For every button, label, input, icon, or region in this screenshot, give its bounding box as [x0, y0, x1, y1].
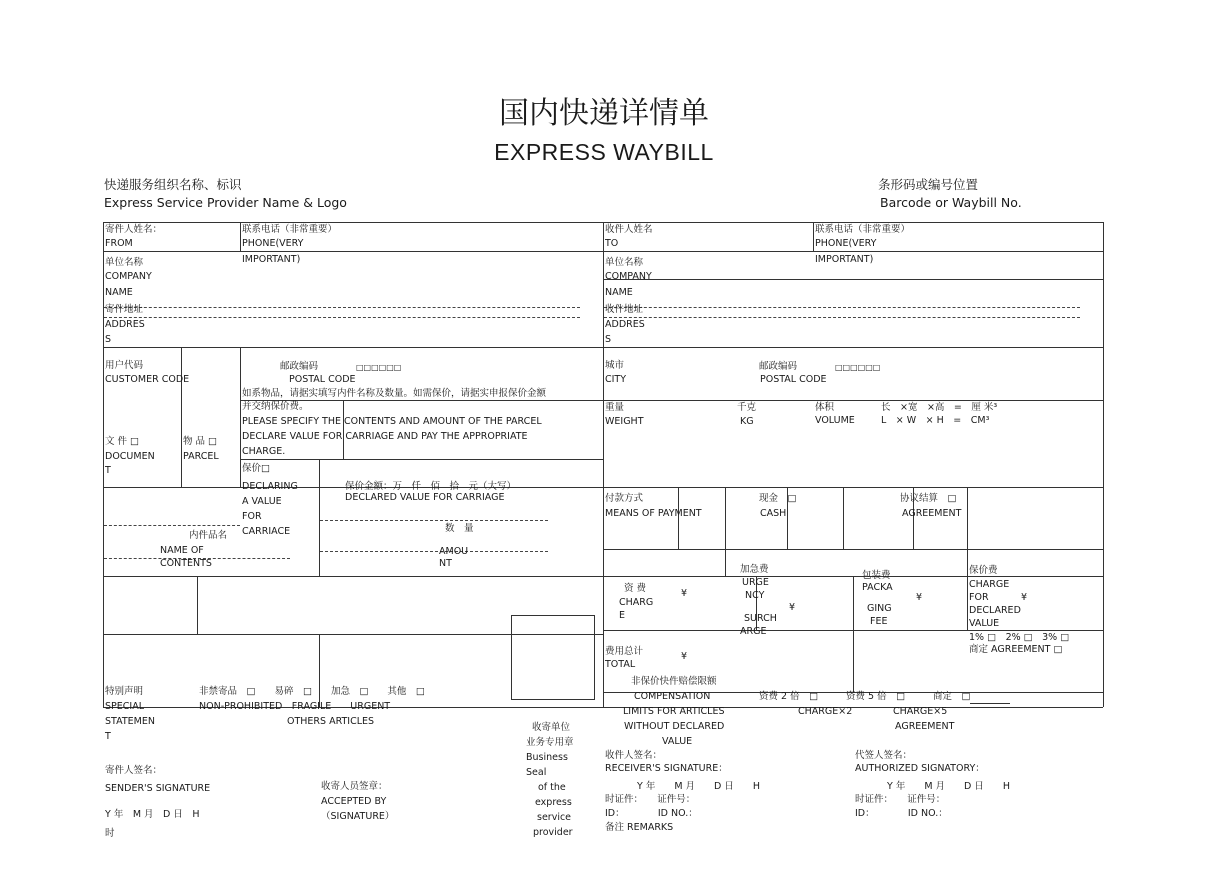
sender-company-en1: COMPANY	[105, 271, 152, 282]
special-en3: T	[105, 731, 111, 742]
insurance-yen: ¥	[1021, 592, 1028, 603]
receiver-postal-boxes: □□□□□□	[835, 363, 881, 372]
compensation-en1: COMPENSATION	[634, 691, 711, 702]
receiver-cert-en: ID： ID NO.：	[605, 808, 698, 819]
receiver-company-en1: COMPANY	[605, 271, 652, 282]
seal-en4: express	[535, 797, 572, 808]
kg-en: KG	[740, 416, 754, 427]
seal-cn1: 收寄单位	[532, 722, 571, 733]
receiver-signature-en: RECEIVER'S SIGNATURE：	[605, 763, 728, 774]
fee-yen: ¥	[681, 588, 688, 599]
declared-amount-en: DECLARED VALUE FOR CARRIAGE	[345, 492, 505, 503]
insurance-en4: VALUE	[969, 618, 1000, 629]
insurance-fee-label: 保价费	[969, 565, 998, 576]
accepted-by-en1: ACCEPTED BY	[321, 796, 387, 807]
receiver-phone-en1: PHONE(VERY	[815, 238, 877, 249]
declare-en3: FOR	[242, 511, 262, 522]
authorized-signature-label: 代签人签名：	[855, 750, 913, 761]
sender-name-en: FROM	[105, 238, 133, 249]
sender-phone-en2: IMPORTANT)	[242, 254, 301, 265]
sender-postal-boxes: □□□□□□	[356, 363, 402, 372]
special-en1: SPECIAL	[105, 701, 144, 712]
compensation-en4: VALUE	[662, 736, 693, 747]
city-en: CITY	[605, 374, 627, 385]
insurance-agreement-option[interactable]: 商定 AGREEMENT □	[969, 644, 1063, 655]
contents-note-cn1: 如系物品，请据实填写内件名称及数量。如需保价，请据实申报保价金额	[242, 388, 547, 399]
kg-label: 千克	[737, 402, 757, 413]
weight-en: WEIGHT	[605, 416, 644, 427]
quantity-en1: AMOU	[439, 546, 469, 557]
receiver-phone-label: 联系电话（非常重要）	[815, 224, 911, 235]
packing-yen: ¥	[916, 592, 923, 603]
packing-label: 包装费	[862, 570, 891, 581]
receiver-name-label: 收件人姓名	[605, 224, 653, 235]
authorized-cert-en: ID： ID NO.：	[855, 808, 948, 819]
sender-hour: 时	[105, 828, 115, 839]
charge-x5-option[interactable]: 资费 5 倍 □	[846, 691, 906, 702]
receiver-address-en2: S	[605, 334, 612, 345]
sender-company-label: 单位名称	[105, 257, 144, 268]
seal-en2: Seal	[526, 767, 547, 778]
city-label: 城市	[605, 360, 625, 371]
sender-date: Y 年 M 月 D 日 H	[105, 809, 200, 820]
insurance-en1: CHARGE	[969, 579, 1010, 590]
fee-label: 资 费	[624, 583, 647, 594]
special-en2: STATEMEN	[105, 716, 155, 727]
item-name-en2: CONTENTS	[160, 558, 212, 569]
weight-label: 重量	[605, 402, 625, 413]
contents-note-en1: PLEASE SPECIFY THE CONTENTS AND AMOUNT OF THE PARCEL	[242, 416, 542, 427]
receiver-name-en: TO	[605, 238, 619, 249]
compensation-en2: LIMITS FOR ARTICLES	[623, 706, 725, 717]
document-en2: T	[105, 465, 111, 476]
authorized-date: Y 年 M 月 D 日 H	[887, 781, 1011, 792]
packing-en2: GING	[867, 603, 892, 614]
compensation-label: 非保价快件赔偿限额	[631, 676, 717, 687]
urgent-label: 加急费	[740, 564, 769, 575]
parcel-checkbox-label[interactable]: 物 品 □	[183, 436, 218, 447]
provider-cn: 快递服务组织名称、标识	[104, 177, 242, 192]
seal-en6: provider	[533, 827, 573, 838]
barcode-en: Barcode or Waybill No.	[880, 195, 1022, 210]
receiver-address-en1: ADDRES	[605, 319, 645, 330]
urgent-en4: ARGE	[740, 626, 767, 637]
receiver-company-en2: NAME	[605, 287, 633, 298]
receiver-date: Y 年 M 月 D 日 H	[637, 781, 761, 792]
document-checkbox-label[interactable]: 文 件 □	[105, 436, 140, 447]
sender-signature-label: 寄件人签名：	[105, 765, 163, 776]
payment-en: MEANS OF PAYMENT	[605, 508, 702, 519]
sender-postal-label: 邮政编码	[280, 361, 319, 372]
document-en1: DOCUMEN	[105, 451, 155, 462]
receiver-postal-en: POSTAL CODE	[760, 374, 827, 385]
sender-company-en2: NAME	[105, 287, 133, 298]
contents-note-cn2: 并交纳保价费。	[242, 401, 309, 412]
quantity-label: 数 量	[445, 523, 474, 534]
sender-postal-en: POSTAL CODE	[289, 374, 356, 385]
special-options-en: NON-PROHIBITED FRAGILE URGENT	[199, 701, 391, 712]
declare-en1: DECLARING	[242, 481, 298, 492]
seal-en1: Business	[526, 752, 568, 763]
total-yen: ¥	[681, 651, 688, 662]
sender-address-label: 寄件地址	[105, 304, 144, 315]
packing-en1: PACKA	[862, 582, 893, 593]
declare-en4: CARRIACE	[242, 526, 291, 537]
declare-en2: A VALUE	[242, 496, 282, 507]
quantity-en2: NT	[439, 558, 452, 569]
parcel-en: PARCEL	[183, 451, 219, 462]
special-label: 特别声明	[105, 686, 144, 697]
urgent-en1: URGE	[742, 577, 769, 588]
seal-en5: service	[537, 812, 572, 823]
customer-code-en: CUSTOMER CODE	[105, 374, 190, 385]
receiver-company-label: 单位名称	[605, 257, 644, 268]
sender-address-en2: S	[105, 334, 112, 345]
receiver-address-label: 收件地址	[605, 304, 644, 315]
dims-en: L × W × H = CM³	[881, 415, 990, 426]
seal-en3: of the	[538, 782, 566, 793]
special-options[interactable]: 非禁寄品 □ 易碎 □ 加急 □ 其他 □	[199, 686, 425, 697]
accepted-by-label: 收寄人员签章：	[321, 781, 388, 792]
accepted-by-en2: （SIGNATURE）	[321, 811, 395, 822]
sender-name-label: 寄件人姓名：	[105, 224, 163, 235]
special-options-en2: OTHERS ARTICLES	[287, 716, 375, 727]
dims-cn: 长 ×宽 ×高 = 厘 米³	[881, 402, 998, 413]
urgent-en2: NCY	[745, 590, 765, 601]
urgent-yen: ¥	[789, 602, 796, 613]
title-cn: 国内快递详情单	[499, 96, 709, 131]
receiver-signature-label: 收件人签名：	[605, 750, 663, 761]
agreement-checkbox-label[interactable]: 协议结算 □	[900, 493, 957, 504]
volume-label: 体积	[815, 402, 835, 413]
charge-x2-option[interactable]: 资费 2 倍 □	[759, 691, 819, 702]
receiver-phone-en2: IMPORTANT)	[815, 254, 874, 265]
declared-amount-label: 保价金额：万 仟 佰 拾 元（大写）	[345, 481, 517, 492]
receiver-postal-label: 邮政编码	[759, 361, 798, 372]
volume-en: VOLUME	[815, 415, 855, 426]
remarks-label: 备注 REMARKS	[605, 822, 674, 833]
sender-signature-en: SENDER'S SIGNATURE	[105, 783, 211, 794]
item-name-label: 内件品名	[189, 530, 228, 541]
provider-en: Express Service Provider Name & Logo	[104, 195, 347, 210]
insurance-en2: FOR	[969, 592, 989, 603]
declare-checkbox-label[interactable]: 保价□	[242, 463, 270, 474]
insurance-en3: DECLARED	[969, 605, 1021, 616]
compensation-agree-option[interactable]: 商定 □	[933, 691, 971, 702]
insurance-rate-options[interactable]: 1% □ 2% □ 3% □	[969, 632, 1070, 643]
sender-phone-label: 联系电话（非常重要）	[242, 224, 338, 235]
fee-en1: CHARG	[619, 597, 654, 608]
payment-label: 付款方式	[605, 493, 644, 504]
charge-x2-en: CHARGE×2	[798, 706, 853, 717]
fee-en2: E	[619, 610, 626, 621]
contents-note-en2: DECLARE VALUE FOR CARRIAGE AND PAY THE APPROPRIATE	[242, 431, 528, 442]
packing-en3: FEE	[870, 616, 888, 627]
seal-cn2: 业务专用章	[526, 737, 574, 748]
contents-note-en3: CHARGE.	[242, 446, 286, 457]
receiver-cert-cn: 时证件： 证件号：	[605, 794, 696, 805]
sender-phone-en1: PHONE(VERY	[242, 238, 304, 249]
title-en: EXPRESS WAYBILL	[494, 139, 714, 165]
agreement-en: AGREEMENT	[902, 508, 962, 519]
total-en: TOTAL	[605, 659, 636, 670]
cash-en: CASH	[760, 508, 787, 519]
urgent-en3: SURCH	[744, 613, 777, 624]
sender-address-en1: ADDRES	[105, 319, 145, 330]
barcode-cn: 条形码或编号位置	[878, 177, 979, 192]
authorized-cert-cn: 时证件： 证件号：	[855, 794, 946, 805]
authorized-signature-en: AUTHORIZED SIGNATORY：	[855, 763, 985, 774]
charge-x5-en: CHARGE×5	[893, 706, 948, 717]
total-label: 费用总计	[605, 646, 644, 657]
cash-checkbox-label[interactable]: 现金 □	[759, 493, 797, 504]
compensation-agree-en: AGREEMENT	[895, 721, 955, 732]
item-name-en1: NAME OF	[160, 545, 204, 556]
compensation-en3: WITHOUT DECLARED	[624, 721, 725, 732]
customer-code-label: 用户代码	[105, 360, 144, 371]
